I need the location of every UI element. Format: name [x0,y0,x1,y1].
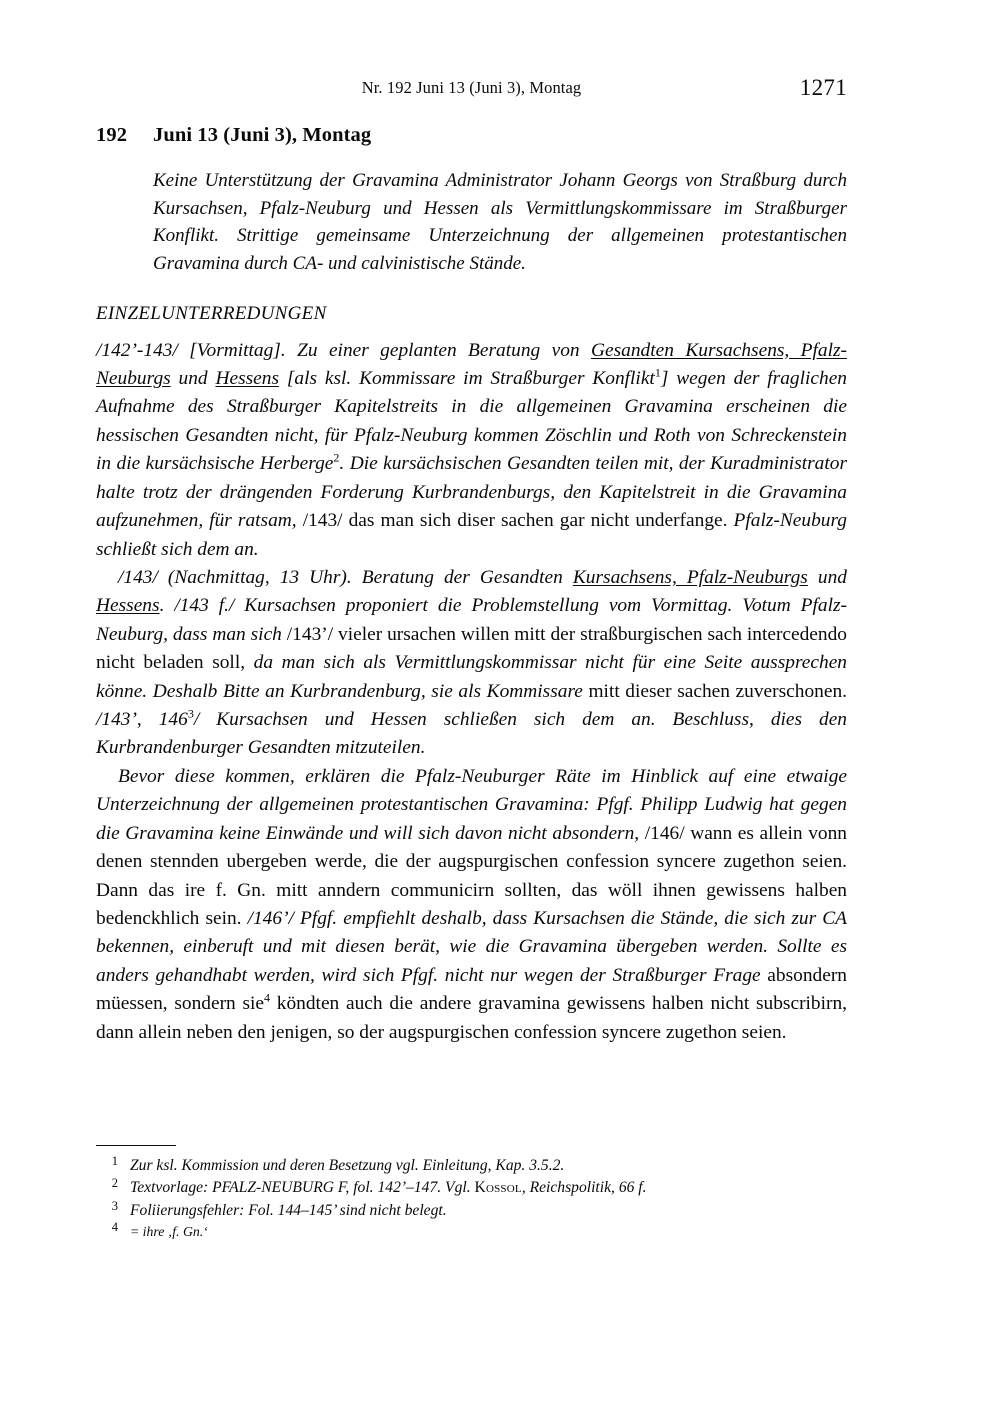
p2-seg-2: und [807,566,847,588]
p1-seg-3: [als ksl. Kommissare im Straßburger Konflikt [279,367,655,389]
p2-underline-1: Kursachsens, Pfalz-Neuburgs [572,566,808,588]
document-number: 192 [96,124,128,146]
p3-quote-3: köndten auch die andere gravamina gewissens halben nicht subscribirn, dann allein neben den jenigen, so der augspurgischen confession syncere zugethon seien. [96,993,847,1043]
paragraph-3 [96,763,847,1047]
p2-seg-3: . /143 f./ Kursachsen proponiert die Problemstellung vom Vormittag. Votum Pfalz-Neuburg, dass man sich [96,595,847,645]
abstract: Keine Unterstützung der Gravamina Administrator Johann Georgs von Straßburg durch Kursachsen, Pfalz-Neuburg und Hessen als Vermittlungskommissare im Straßburger Konflikt. Strittige gemeinsame Unterzeichnung der allgemeinen protestantischen Gravamina durch CA- und calvinistische Stände. [153,170,847,274]
p3-seg-1: Bevor diese kommen, erklären die Pfalz-Neuburger Räte im Hinblick auf eine etwaige Unterzeichnung der allgemeinen protestantischen Gravamina: Pfgf. Philipp Ludwig hat gegen die Gravamina keine Einwände und will sich davon nicht absondern, [96,765,847,844]
p1-seg-6: Pfalz-Neuburg schließt sich dem an. [96,510,848,560]
footnote-3-marker: 3 [111,1198,118,1213]
p2-seg-5: /143’, 146 [96,709,188,731]
footnote-1-marker: 1 [111,1153,118,1168]
p1-seg-5: . Die kursächsischen Gesandten teilen mit, der Kuradministrator halte trotz der drängenden Forderung Kurbrandenburgs, den Kapitelstreit in die Gravamina aufzunehmen, für ratsam, [96,453,847,532]
p1-seg-1: /142’-143/ [Vormittag]. Zu einer geplanten Beratung von [96,339,591,361]
footnote-1-text: Zur ksl. Kommission und deren Besetzung vgl. Einleitung, Kap. 3.5.2. [130,1156,565,1174]
footnote-ref-3[interactable]: 3 [187,706,194,721]
paragraph-1 [96,337,847,564]
p1-seg-4: ] wegen der fraglichen Aufnahme des Straßburger Kapitelstreits in die allgemeinen Gravamina erscheinen die hessischen Gesandten nicht, für Pfalz-Neuburg kommen Zöschlin und Roth von Schreckenstein in die kursächsische Herberge [96,367,847,475]
footnote-ref-2[interactable]: 2 [333,450,340,465]
p2-seg-1: /143/ (Nachmittag, 13 Uhr). Beratung der Gesandten [118,566,573,588]
footnote-2-pre: Textvorlage: PFALZ-NEUBURG F, fol. 142’–147. Vgl. [130,1179,475,1197]
footnote-3-text: Foliierungsfehler: Fol. 144–145’ sind nicht belegt. [130,1201,447,1219]
paragraph-2 [96,564,847,763]
p1-seg-2: und [170,367,216,389]
section-subhead: EINZELUNTERREDUNGEN [96,302,327,324]
footnote-4 [96,1222,847,1243]
footnote-ref-4[interactable]: 4 [264,990,271,1005]
p2-seg-4: da man sich als Vermittlungskommissar nicht für eine Seite aussprechen könne. Deshalb Bitte an Kurbrandenburg, sie als Kommissare [96,652,848,702]
document-title [96,124,847,147]
footnote-separator-rule [96,1145,176,1146]
footnote-1 [96,1154,847,1177]
p2-seg-6: / Kursachsen und Hessen schließen sich dem an. Beschluss, dies den Kurbrandenburger Gesandten mitzuteilen. [96,709,848,759]
footnote-ref-1[interactable]: 1 [654,365,661,380]
footnote-2-author: Kossol [474,1179,522,1197]
p3-seg-2: /146’/ Pfgf. empfiehlt deshalb, dass Kursachsen die Stände, die sich zur CA bekennen, einberuft und mit diesen berät, wie die Gravamina übergeben werden. Sollte es anders gehandhabt werden, wird sich Pfgf. nicht nur wegen der Straßburger Frage [96,908,847,986]
p3-quote-2: absondern müessen, sondern sie [96,964,847,1015]
page-number: 1271 [799,75,847,100]
running-head [96,75,847,104]
page-content [96,75,848,1047]
footnote-2-post: , Reichspolitik, 66 f. [521,1179,647,1197]
p1-quote-1: /143/ das man sich diser sachen gar nicht underfange. [302,510,728,532]
footnote-2-text [130,1180,847,1196]
p2-quote-2: mitt dieser sachen zuverschonen. [588,680,847,702]
footnote-2 [96,1177,847,1200]
footnote-2-marker: 2 [111,1176,118,1191]
running-head-title: Nr. 192 Juni 13 (Juni 3), Montag [361,78,582,97]
p1-underline-2: Hessens [215,367,280,389]
footnote-4-marker: 4 [111,1220,118,1235]
document-title-text: Juni 13 (Juni 3), Montag [153,124,372,146]
p2-underline-2: Hessens [96,595,160,617]
p2-quote-1: /143’/ vieler ursachen willen mitt der straßburgischen sach intercedendo nicht beladen soll, [96,623,847,674]
footnote-4-text: = ihre ‚f. Gn.‘ [130,1224,208,1240]
p3-quote-1: /146/ wann es allein vonn denen stennden ubergeben werde, die der augspurgischen confession syncere zugethon seien. Dann das ire f. Gn. mitt anndern communicirn sollten, das wöll ihnen gewissens halben bedenckhlich sein. [96,822,847,929]
p1-underline-1: Gesandten Kursachsens, Pfalz-Neuburgs [96,339,847,389]
footnotes [96,1145,847,1243]
footnote-3 [96,1199,847,1222]
